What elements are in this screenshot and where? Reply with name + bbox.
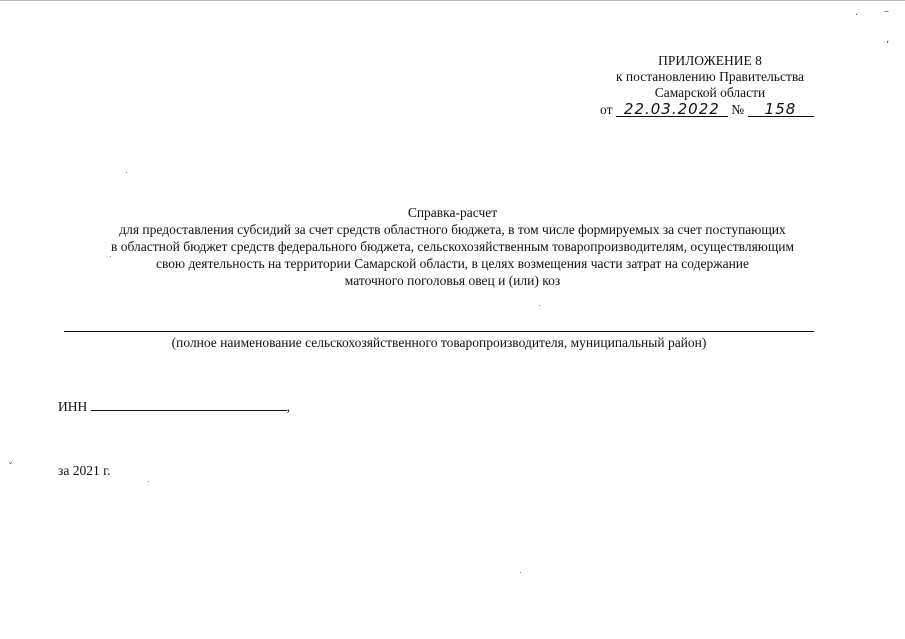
appendix-decree-line: к постановлению Правительства (615, 69, 805, 84)
reporting-period: за 2021 г. (58, 463, 111, 478)
document-title: Справка-расчет (407, 205, 498, 220)
document-purpose (70, 221, 835, 289)
inn-label: ИНН (58, 399, 88, 414)
appendix-date-number (600, 102, 814, 118)
handwritten-number: 158 (748, 102, 814, 117)
handwritten-date: 22.03.2022 (616, 102, 728, 117)
number-label: № (731, 102, 745, 117)
purpose-line: для предоставления субсидий за счет средств областного бюджета, в том числе формируемых за счет поступающих (119, 222, 786, 237)
scan-mark: ʼ (886, 40, 890, 51)
purpose-line: свою деятельность на территории Самарской области, в целях возмещения части затрат на содержание (155, 256, 750, 271)
appendix-title: ПРИЛОЖЕНИЕ 8 (658, 53, 762, 68)
date-prefix: от (600, 102, 613, 117)
inn-comma: , (286, 399, 290, 414)
scan-speck (148, 481, 149, 482)
purpose-line: маточного поголовья овец и (или) коз (344, 273, 561, 288)
scan-speck (520, 572, 521, 573)
appendix-region-line: Самарской области (654, 85, 766, 100)
appendix-block (560, 53, 860, 118)
inn-row (58, 398, 290, 415)
scan-mark: · (855, 10, 859, 21)
scan-mark: – (884, 6, 889, 17)
scan-top-border (0, 0, 905, 1)
inn-blank[interactable] (91, 398, 287, 411)
purpose-line: в областной бюджет средств федерального бюджета, сельскохозяйственным товаропроизводителям, осуществляющим (110, 239, 795, 254)
producer-name-caption: (полное наименование сельскохозяйственного товаропроизводителя, муниципальный район) (171, 335, 707, 350)
scan-mark: ˇ (8, 462, 13, 473)
scan-speck (126, 172, 127, 173)
producer-name-blank[interactable] (64, 331, 814, 332)
scan-speck (539, 305, 540, 306)
